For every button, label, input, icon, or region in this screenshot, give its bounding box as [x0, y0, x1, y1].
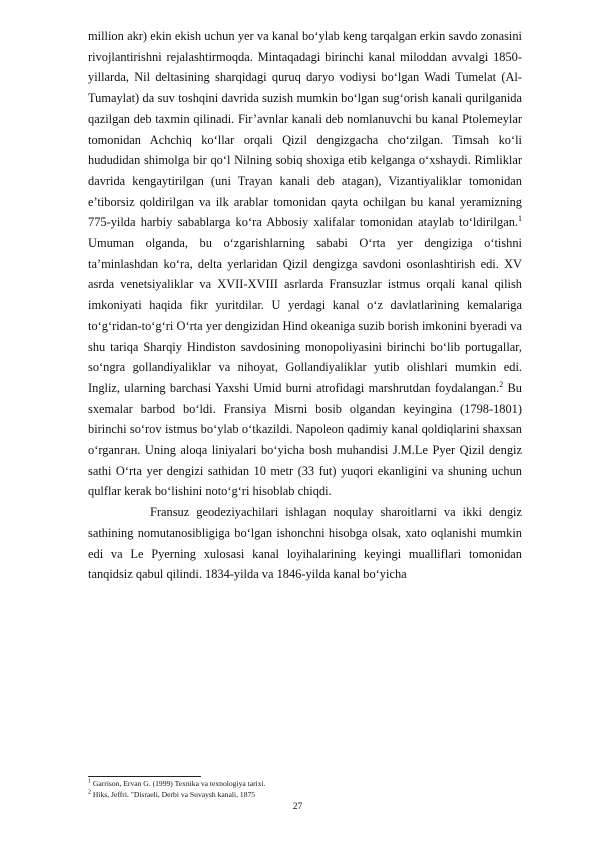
page-number: 27 [292, 802, 303, 812]
paragraph-1-part-3: Bu sxemalar barbod bo‘ldi. Fransiya Misrni bosib olgandan keyingina (1798-1801) birinchi so‘rov istmus bo‘ylab o‘tkazildi. Napoleon qadimiy kanal qoldiqlarini shaxsan o‘rganган. Uning aloqa liniyalari bo‘yicha bosh muhandisi J.M.Le Pyer Qizil dengiz sathi O‘rta yer dengizi sathidan 10 metr (33 fut) yuqori ekanligini va shuning uchun qulflar kerak bo‘lishini noto‘g‘ri hisoblab chiqdi. [88, 380, 522, 499]
footnote-1 [88, 779, 508, 789]
paragraph-2: Fransuz geodeziyachilari ishlagan noqulay sharoitlarni va ikki dengiz sathining nomutanosibligiga bo‘lgan ishonchni hisobga olsak, xato oqlanishi mumkin edi va Le Pyerning xulosasi kanal loyihalarining keyingi mualliflari tomonidan tanqidsiz qabul qilindi. 1834-yilda va 1846-yilda kanal bo‘yicha [88, 505, 522, 582]
footnote-1-text: Garrison, Ervan G. (1999) Texnika va texnologiya tarixi. [92, 779, 266, 788]
footnote-2-number: 2 [88, 789, 91, 796]
footnote-2-text: Hiks, Jeffri. "Disraeli, Derbi va Suvaysh kanali, 1875 [92, 790, 256, 799]
paragraph-1-part-1: million akr) ekin ekish uchun yer va kanal bo‘ylab keng tarqalgan erkin savdo zonasini rivojlantirishni rejalashtirmoqda. Mintaqadagi birinchi kanal miloddan avvalgi 1850-yillarda, Nil deltasining sharqidagi quruq daryo vodiysi bo‘lgan Wadi Tumelat (Al-Tumaylat) da suv toshqini davrida suzish mumkin bo‘lgan sug‘orish kanali qurilganida qazilgan deb taxmin qilinadi. Fir’avnlar kanali deb nomlanuvchi bu kanal Ptolemeylar tomonidan Achchiq ko‘llar orqali Qizil dengizgacha cho‘zilgan. Timsah ko‘li hududidan shimolga bir qo‘l Nilning sobiq shoxiga etib kelganga o‘xshaydi. Rimliklar davrida kengaytirilgan (uni Trayan kanali deb atagan), Vizantiyaliklar tomonidan e’tiborsiz qoldirilgan va ilk arablar tomonidan qayta ochilgan bu kanal yeramizning 775-yilda harbiy sabablarga ko‘ra Abbosiy xalifalar tomonidan ataylab to‘ldirilgan. [88, 29, 522, 230]
main-text [88, 26, 522, 585]
paragraph-1 [88, 26, 522, 502]
footnote-ref-1[interactable]: 1 [518, 214, 522, 224]
footnote-divider [88, 776, 201, 777]
footnote-2 [88, 790, 508, 800]
footnote-ref-2[interactable]: 2 [499, 379, 504, 389]
paragraph-1-part-2: Umuman olganda, bu o‘zgarishlarning sababi O‘rta yer dengiziga o‘tishni ta’minlashdan ko‘ra, delta yerlaridan Qizil dengizga savdoni osonlashtirish edi. XV asrda venetsiyaliklar va XVII-XVIII asrlarda Fransuzlar istmus orqali kanal qilish imkoniyati haqida fikr yuritdilar. U yerdagi kanal o‘z davlatlarining kemalariga to‘g‘ridan-to‘g‘ri O‘rta yer dengizidan Hind okeaniga suzib borish imkonini byeradi va shu tariqa Sharqiy Hindiston savdosining monopoliyasini birinchi bo‘lib portugallar, so‘ngra gollandiyaliklar va nihoyat, Gollandiyaliklar yutib olishlari mumkin edi. Ingliz, ularning barchasi Yaxshi Umid burni atrofidagi marshrutdan foydalangan. [88, 236, 522, 395]
footnote-1-number: 1 [88, 778, 91, 785]
